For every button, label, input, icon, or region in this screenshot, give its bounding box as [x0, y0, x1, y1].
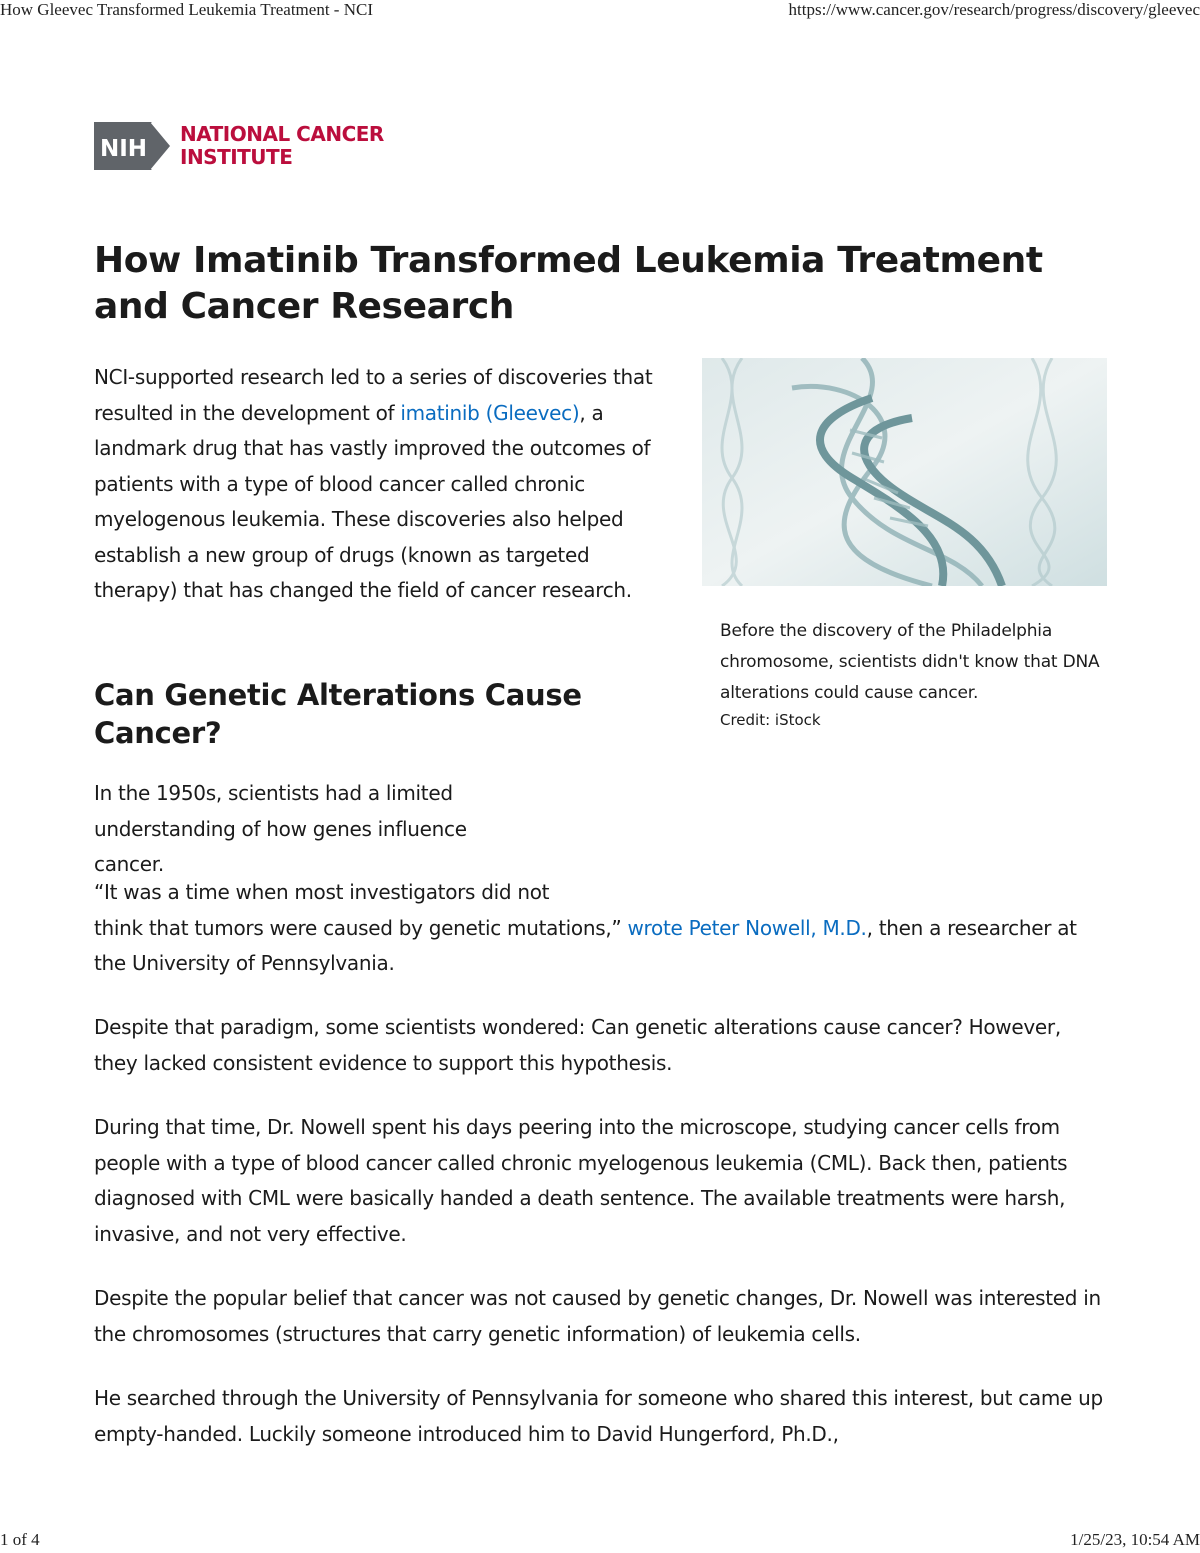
- print-page-title: How Gleevec Transformed Leukemia Treatment - NCI: [0, 0, 373, 19]
- dna-helix-image: [702, 358, 1107, 586]
- paragraph-2: [94, 875, 1104, 982]
- page-count: 1 of 4: [0, 1530, 40, 1549]
- print-url[interactable]: https://www.cancer.gov/research/progress/discovery/gleevec: [788, 0, 1200, 19]
- nih-logo-text: NIH: [100, 136, 148, 162]
- nci-wordmark-line2: INSTITUTE: [180, 145, 293, 169]
- paragraph-1: In the 1950s, scientists had a limited understanding of how genes influence cancer.: [94, 781, 467, 876]
- nci-wordmark: [180, 123, 384, 169]
- paragraph-2-before-link: think that tumors were caused by genetic mutations,”: [94, 915, 628, 940]
- print-header: [0, 0, 1200, 22]
- figure-caption: Before the discovery of the Philadelphia chromosome, scientists didn't know that DNA alterations could cause cancer.: [720, 621, 1100, 703]
- paragraph-2-after-link: , then a researcher at the University of Pennsylvania.: [94, 915, 1077, 975]
- peter-nowell-link[interactable]: wrote Peter Nowell, M.D.: [627, 915, 867, 940]
- nci-wordmark-line1: NATIONAL CANCER: [180, 122, 384, 146]
- print-footer: [0, 1530, 1200, 1552]
- paragraph-5: Despite the popular belief that cancer was not caused by genetic changes, Dr. Nowell was interested in the chromosomes (structures that carry genetic information) of leukemia cells.: [94, 1286, 1101, 1346]
- dna-figure: [702, 358, 1107, 731]
- nih-logo-icon: [94, 120, 174, 172]
- paragraph-6: He searched through the University of Pennsylvania for someone who shared this interest, but came up empty-handed. Luckily someone introduced him to David Hungerford, Ph.D.,: [94, 1386, 1103, 1446]
- page-title: How Imatinib Transformed Leukemia Treatment and Cancer Research: [94, 240, 1043, 327]
- paragraph-4: During that time, Dr. Nowell spent his days peering into the microscope, studying cancer cells from people with a type of blood cancer called chronic myelogenous leukemia (CML). Back then, patients diagnosed with CML were basically handed a death sentence. The available treatments were harsh, invasive, and not very effective.: [94, 1115, 1068, 1246]
- paragraph-3: Despite that paradigm, some scientists wondered: Can genetic alterations cause cancer? However, they lacked consistent evidence to support this hypothesis.: [94, 1015, 1061, 1075]
- imatinib-link[interactable]: imatinib (Gleevec): [400, 400, 580, 425]
- figure-credit: Credit: iStock: [720, 711, 821, 729]
- nci-logo[interactable]: [94, 120, 414, 172]
- section-heading: Can Genetic Alterations Cause Cancer?: [94, 678, 582, 750]
- intro-text-before: NCI-supported research led to a series of discoveries that resulted in the development of: [94, 365, 653, 425]
- paragraph-2-line1: “It was a time when most investigators did not: [94, 880, 550, 904]
- intro-paragraph: [94, 360, 654, 609]
- intro-text-after: , a landmark drug that has vastly improved the outcomes of patients with a type of blood cancer called chronic myelogenous leukemia. These discoveries also helped establish a new group of drugs (known as targeted therapy) that has changed the field of cancer research.: [94, 400, 651, 602]
- print-timestamp: 1/25/23, 10:54 AM: [1070, 1530, 1200, 1549]
